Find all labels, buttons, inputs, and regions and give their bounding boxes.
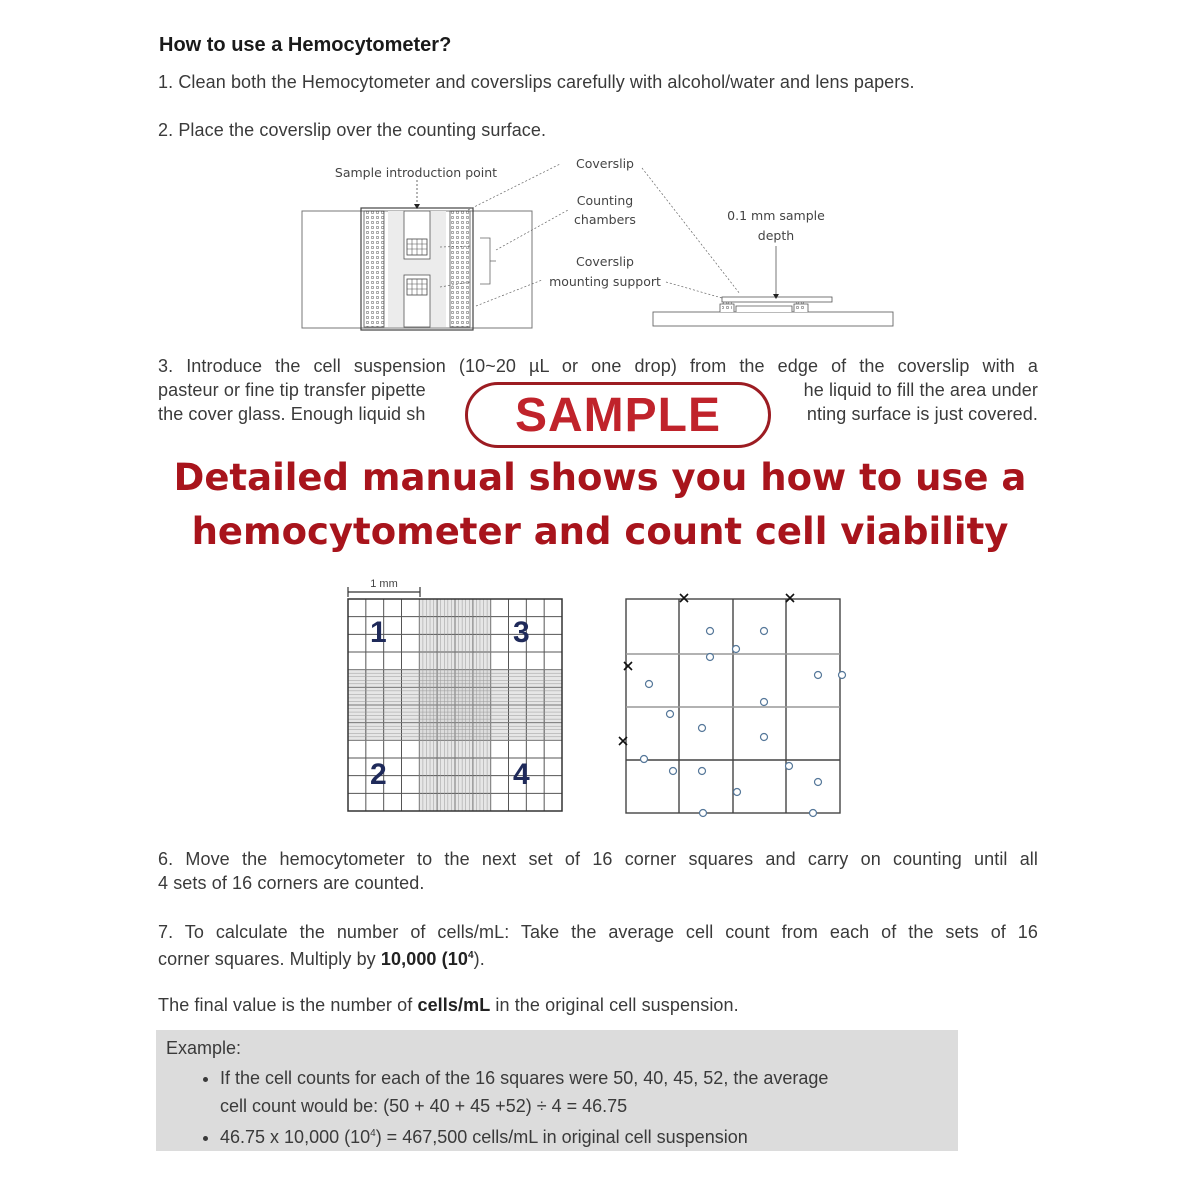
cell-marker <box>815 779 822 786</box>
quadrant-label-2: 2 <box>370 758 387 791</box>
x-mark <box>786 594 794 602</box>
step-3-line-2-left: pasteur or fine tip transfer pipette <box>158 380 426 400</box>
cell-marker <box>761 699 768 706</box>
step-1-text: 1. Clean both the Hemocytometer and coverslips carefully with alcohol/water and lens papers. <box>158 72 915 92</box>
promo-headline-line-1: Detailed manual shows you how to use a <box>173 456 1027 499</box>
label-mounting-support-2: mounting support <box>549 274 661 289</box>
final-text-post: in the original cell suspension. <box>490 995 739 1015</box>
sample-watermark-stamp <box>465 382 771 448</box>
cell-marker <box>815 672 822 679</box>
page-heading: How to use a Hemocytometer? <box>159 34 452 56</box>
quadrant-label-3: 3 <box>513 616 530 649</box>
example-bullet-2-pre: 46.75 x 10,000 (10 <box>220 1127 371 1147</box>
example-bullet-2 <box>220 1120 940 1151</box>
cell-marker <box>734 789 741 796</box>
final-text-pre: The final value is the number of <box>158 995 418 1015</box>
cell-marker <box>699 725 706 732</box>
example-bullet-1 <box>220 1064 940 1120</box>
step-3-line-1: 3. Introduce the cell suspension (10~20 µL or one drop) from the edge of the coverslip with a <box>158 356 1038 376</box>
x-mark <box>680 594 688 602</box>
label-sample-introduction-point: Sample introduction point <box>334 165 498 180</box>
cell-marker <box>733 646 740 653</box>
multiplier-bold <box>381 949 474 969</box>
mounting-support-right <box>450 211 470 327</box>
example-title: Example: <box>166 1038 242 1058</box>
cell-marker <box>810 810 817 817</box>
cell-marker <box>646 681 653 688</box>
example-bullet-1-line-1: If the cell counts for each of the 16 squares were 50, 40, 45, 52, the average <box>220 1068 829 1088</box>
label-mounting-support-1: Coverslip <box>576 254 634 269</box>
cell-marker <box>786 763 793 770</box>
final-value-line <box>158 993 739 1018</box>
step-3-line-2-right: he liquid to fill the area under <box>803 380 1038 400</box>
label-sample-depth-1: 0.1 mm sample <box>727 208 825 223</box>
step-3-line-3-right: nting surface is just covered. <box>806 404 1038 424</box>
slide-side-view <box>653 312 893 326</box>
step-7-end: ). <box>473 949 485 969</box>
cell-marker <box>700 810 707 817</box>
cell-marker <box>667 711 674 718</box>
cell-marker <box>670 768 677 775</box>
multiplier-value: 10,000 (10 <box>380 949 468 969</box>
cell-marker <box>839 672 846 679</box>
cell-counting-square-diagram <box>610 585 855 820</box>
label-coverslip: Coverslip <box>576 156 634 171</box>
example-bullet-1-line-2: cell count would be: (50 + 40 + 45 +52) ÷ 4 = 46.75 <box>220 1096 628 1116</box>
example-bullet-2-post: ) = 467,500 cells/mL in original cell suspension <box>375 1127 748 1147</box>
step-3-line-3-left: the cover glass. Enough liquid sh <box>158 404 426 424</box>
example-list <box>184 1064 940 1151</box>
promo-headline-line-2: hemocytometer and count cell viability <box>191 510 1009 553</box>
label-counting-chambers-2: chambers <box>574 212 636 227</box>
step-7-line-1: 7. To calculate the number of cells/mL: Take the average cell count from each of the sets of 16 <box>158 922 1038 942</box>
label-sample-depth-2: depth <box>757 228 795 243</box>
mounting-support-left <box>364 211 384 327</box>
step-7-text: corner squares. Multiply by <box>158 949 381 969</box>
cell-marker <box>707 628 714 635</box>
excluded-cell-marks <box>619 594 794 745</box>
example-bullet-2-exponent: 4 <box>370 1128 376 1139</box>
step-6-line-1: 6. Move the hemocytometer to the next set of 16 corner squares and carry on counting until all <box>158 849 1038 869</box>
final-unit-bold: cells/mL <box>417 995 491 1015</box>
multiplier-exponent: 4 <box>467 950 474 961</box>
label-counting-chambers-1: Counting <box>576 193 634 208</box>
quadrant-label-1: 1 <box>370 616 387 649</box>
cell-marker <box>641 756 648 763</box>
cell-marker <box>761 628 768 635</box>
example-box <box>156 1030 958 1151</box>
x-mark <box>624 662 632 670</box>
step-7-line-2 <box>158 944 485 972</box>
quadrant-label-4: 4 <box>513 758 530 791</box>
sample-watermark-text: SAMPLE <box>514 388 721 442</box>
cell-marker <box>761 734 768 741</box>
cell-marker <box>707 654 714 661</box>
coverslip-side-view <box>722 297 832 302</box>
step-2-text: 2. Place the coverslip over the counting surface. <box>158 120 547 140</box>
grid-scale-label: 1 mm <box>370 578 398 590</box>
step-6-line-2: 4 sets of 16 corners are counted. <box>158 873 425 893</box>
cell-marker <box>699 768 706 775</box>
